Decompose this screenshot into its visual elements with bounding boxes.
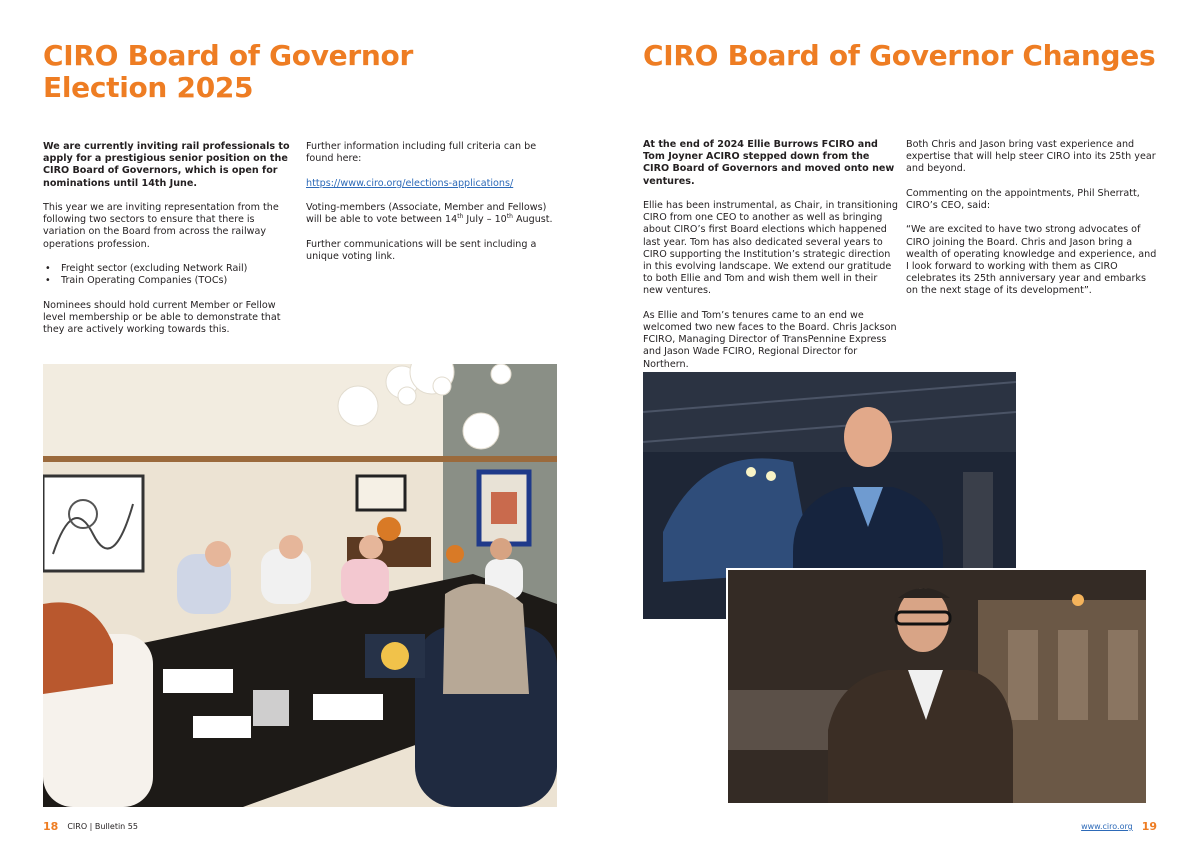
page-title-changes: CIRO Board of Governor Changes: [643, 39, 1156, 72]
ceo-quote: “We are excited to have two strong advocates of CIRO joining the Board. Chris and Jason bring a wealth of operating knowledge and experience, and I look forward to working with them as CIRO celebrates its 25th anniversary year and embarks on the next stage of its development”.: [906, 224, 1157, 297]
changes-column-2: [906, 139, 1158, 310]
further-info-text: Further information including full criteria can be found here:: [306, 141, 537, 165]
page-number-left: 18: [43, 820, 59, 833]
page-title-election: CIRO Board of Governor Election 2025: [43, 39, 413, 104]
sector-list: [43, 263, 293, 287]
changes-intro: At the end of 2024 Ellie Burrows FCIRO and Tom Joyner ACIRO stepped down from the CIRO Board of Governors and moved onto new ventures.: [643, 139, 895, 187]
changes-paragraph-4: Commenting on the appointments, Phil Sherratt, CIRO’s CEO, said:: [906, 187, 1140, 211]
changes-paragraph-3: Both Chris and Jason bring vast experience and expertise that will help steer CIRO into its 25th year and beyond.: [906, 139, 1156, 175]
footer-left: [43, 820, 138, 833]
elections-link[interactable]: https://www.ciro.org/elections-applications/: [306, 177, 514, 189]
list-item: • Train Operating Companies (TOCs): [43, 275, 293, 287]
election-column-2: [306, 141, 556, 275]
election-intro: We are currently inviting rail professionals to apply for a prestigious senior position on the CIRO Board of Governors, which is open for nominations until 14th June.: [43, 141, 290, 189]
changes-paragraph-2: As Ellie and Tom’s tenures came to an end we welcomed two new faces to the Board. Chris Jackson FCIRO, Managing Director of TransPennine Express and Jason Wade FCIRO, Regional Director for Northern.: [643, 309, 897, 370]
list-item: • Freight sector (excluding Network Rail): [43, 263, 293, 275]
portrait-photo-jason: [726, 568, 1148, 805]
changes-column-1: [643, 139, 898, 383]
publication-label: CIRO | Bulletin 55: [67, 822, 138, 831]
website-link[interactable]: www.ciro.org: [1081, 822, 1133, 831]
election-paragraph-1: This year we are inviting representation from the following two sectors to ensure that there is variation on the Board from across the railway operations profession.: [43, 202, 279, 250]
footer-right: [1081, 820, 1157, 833]
election-paragraph-2: Nominees should hold current Member or Fellow level membership or be able to demonstrate that they are actively working towards this.: [43, 299, 281, 335]
page-number-right: 19: [1141, 820, 1157, 833]
election-column-1: [43, 141, 293, 348]
board-meeting-photo: [43, 364, 557, 807]
changes-paragraph-1: Ellie has been instrumental, as Chair, in transitioning CIRO from one CEO to another as well as bringing about CIRO’s first Board elections which happened last year. Tom has also dedicated several years to CIRO supporting the Institution’s strategic direction in this evolving landscape. We extend our gratitude to both Ellie and Tom and wish them well in their new ventures.: [643, 200, 898, 297]
voting-dates-text: Voting-members (Associate, Member and Fellows) will be able to vote between 14th July – 10th August.: [306, 201, 553, 226]
communications-text: Further communications will be sent including a unique voting link.: [306, 238, 537, 262]
